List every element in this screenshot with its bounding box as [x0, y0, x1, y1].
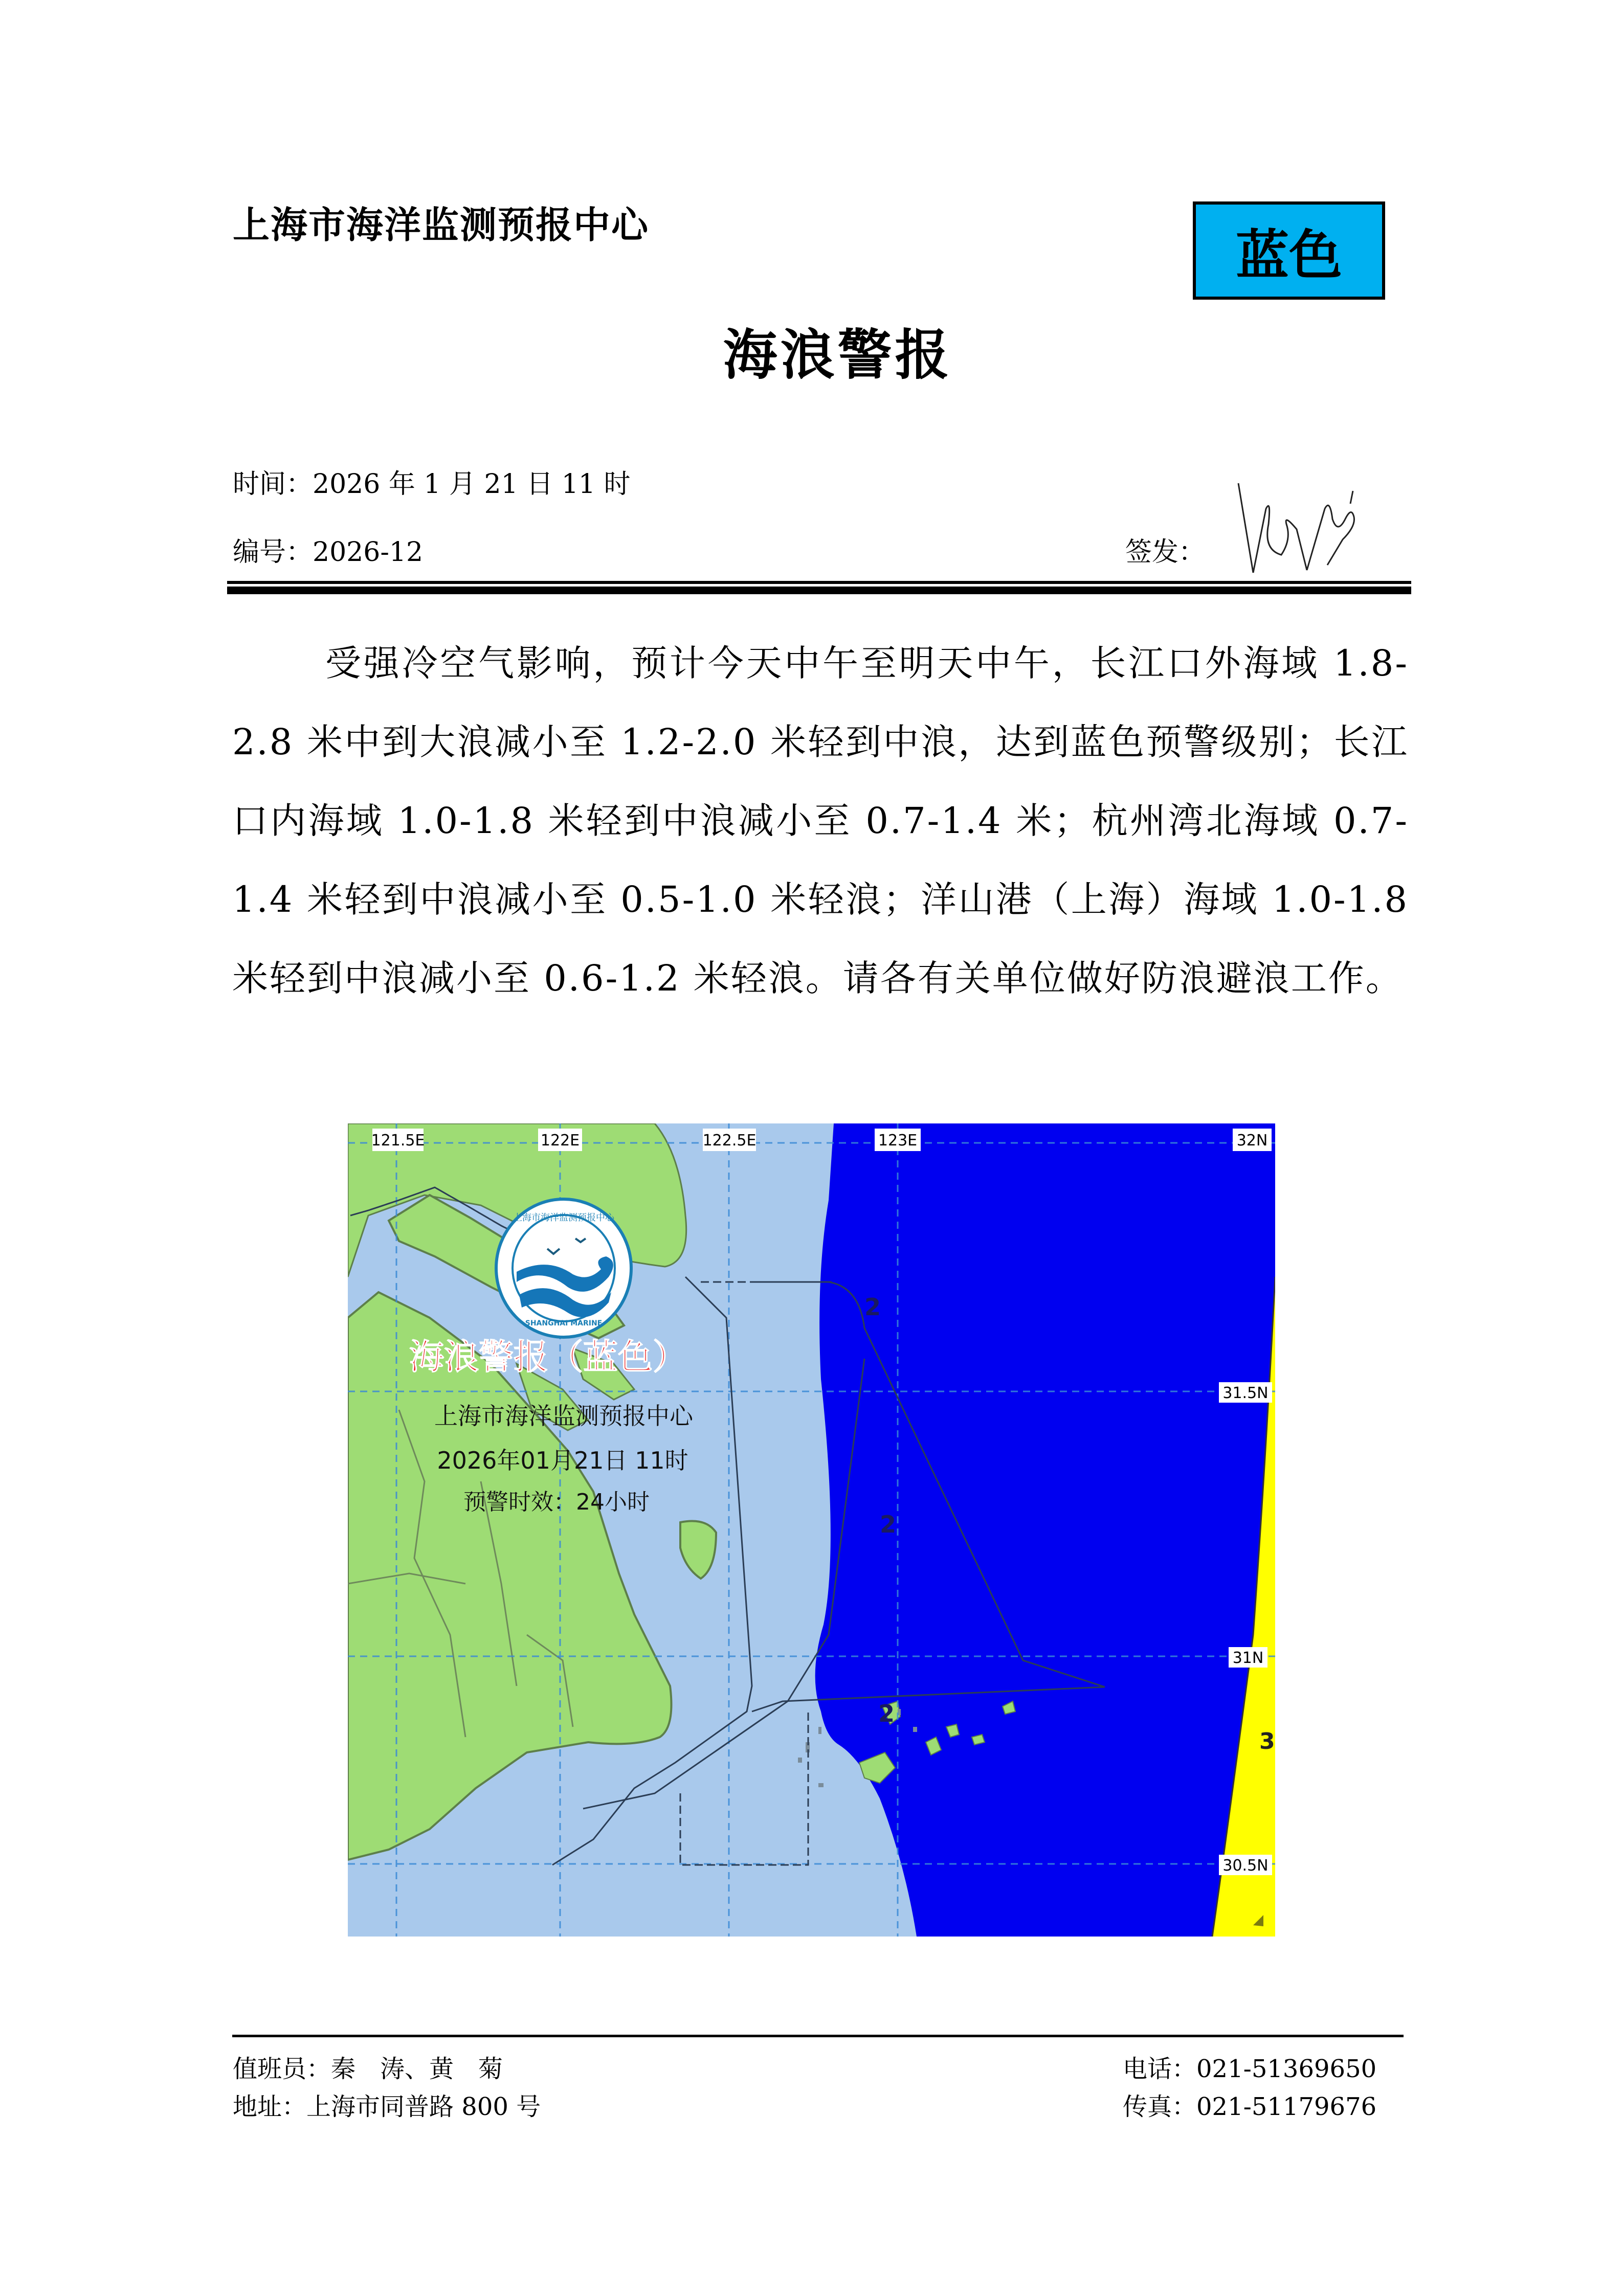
- issue-number-label: 编号：: [233, 537, 313, 568]
- contour-label: 2: [880, 1511, 897, 1538]
- warning-level-label: 蓝色: [1235, 224, 1342, 286]
- duty-officers: [233, 2054, 503, 2084]
- issue-time-label: 时间：: [233, 469, 313, 500]
- phone-value: 021-51369650: [1196, 2055, 1377, 2083]
- duty-value: 秦 涛、黄 菊: [331, 2055, 503, 2083]
- lon-label: 122.5E: [702, 1132, 757, 1150]
- footer-rule: [232, 2035, 1404, 2037]
- svg-text:SHANGHAI MARINE: SHANGHAI MARINE: [525, 1319, 603, 1327]
- contour-label: 2: [864, 1293, 881, 1321]
- issue-number-value: 2026-12: [313, 537, 424, 568]
- issue-time-value: 2026 年 1 月 21 日 11 时: [313, 469, 631, 500]
- warning-body: [232, 624, 1409, 1018]
- svg-text:上海市海洋监测预报中心: 上海市海洋监测预报中心: [513, 1212, 614, 1223]
- warning-paragraph: 受强冷空气影响，预计今天中午至明天中午，长江口外海域 1.8-2.8 米中到大浪减小至 1.2-2.0 米轻到中浪，达到蓝色预警级别；长江口内海域 1.0-1.8 米轻到中浪减小至 0.7-1.4 米；杭州湾北海域 0.7-1.4 米轻到中浪减小至 0.5-1.0 米轻浪；洋山港（上海）海域 1.0-1.8 米轻到中浪减小至 0.6-1.2 米轻浪。请各有关单位做好防浪避浪工作。: [232, 642, 1409, 999]
- lat-label: 30.5N: [1222, 1857, 1269, 1875]
- lat-label: 31.5N: [1222, 1384, 1269, 1402]
- phone: [1123, 2054, 1376, 2084]
- address-value: 上海市同普路 800 号: [306, 2092, 541, 2121]
- phone-label: 电话：: [1123, 2055, 1197, 2083]
- contour-label: 2: [878, 1700, 895, 1727]
- header-rule-thick: [227, 587, 1411, 594]
- contour-label-3: 3: [1259, 1728, 1275, 1754]
- map-overlay-title: 海浪警报（蓝色）: [409, 1337, 688, 1378]
- header-rule-thin: [227, 581, 1411, 584]
- shanghai-marine-logo-icon: [496, 1199, 631, 1337]
- map-overlay-org: 上海市海洋监测预报中心: [434, 1402, 693, 1430]
- address-label: 地址：: [233, 2092, 307, 2121]
- issue-number: [233, 534, 423, 570]
- signature-icon: [1235, 478, 1389, 580]
- signer-label: 签发：: [1125, 537, 1206, 568]
- address: [233, 2091, 541, 2122]
- lon-label: 123E: [878, 1132, 918, 1150]
- lon-label: 121.5E: [371, 1132, 425, 1150]
- warning-level-badge: [1193, 201, 1385, 300]
- page-title: 海浪警报: [723, 324, 952, 387]
- lat-label: 32N: [1236, 1132, 1268, 1150]
- lon-label: 122E: [540, 1132, 580, 1150]
- fax-value: 021-51179676: [1196, 2092, 1377, 2121]
- issue-time: [233, 466, 630, 502]
- wave-forecast-map: [348, 1123, 1275, 1937]
- map-overlay-validity: 预警时效：24小时: [463, 1489, 650, 1515]
- fax: [1123, 2091, 1376, 2122]
- map-overlay-datetime: 2026年01月21日 11时: [437, 1447, 688, 1474]
- fax-label: 传真：: [1123, 2092, 1197, 2121]
- lat-label: 31N: [1232, 1649, 1264, 1667]
- org-name: 上海市海洋监测预报中心: [233, 204, 650, 246]
- duty-label: 值班员：: [233, 2055, 331, 2083]
